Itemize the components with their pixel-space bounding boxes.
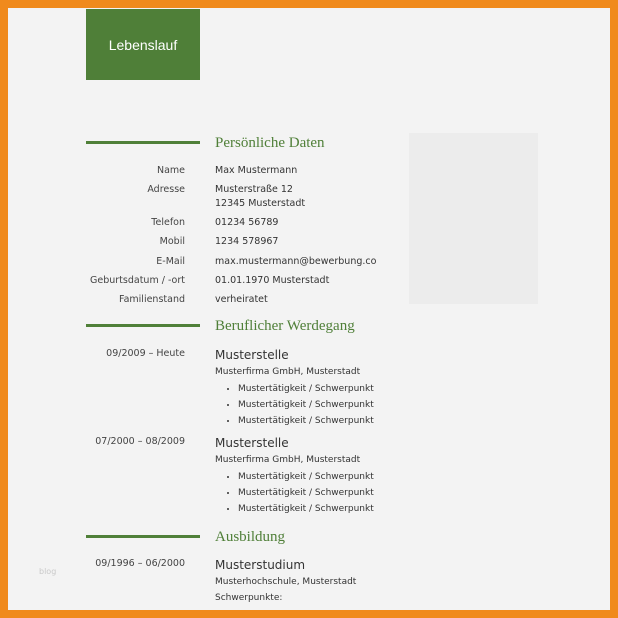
value-birth: 01.01.1970 Musterstadt <box>215 275 330 286</box>
career-position: Musterstelle <box>215 436 289 450</box>
education-date: 09/1996 – 06/2000 <box>95 558 185 569</box>
label-marital-status: Familienstand <box>119 294 185 305</box>
career-company: Musterfirma GmbH, Musterstadt <box>215 455 361 465</box>
list-item: • Mustertätigkeit / Schwerpunkt <box>238 381 374 397</box>
value-address-city: 12345 Musterstadt <box>215 198 306 209</box>
value-marital-status: verheiratet <box>215 294 268 305</box>
education-focus-label: Schwerpunkte: <box>215 593 283 603</box>
career-position: Musterstelle <box>215 348 289 362</box>
label-mobile: Mobil <box>159 236 185 247</box>
label-phone: Telefon <box>151 217 185 228</box>
career-date: 07/2000 – 08/2009 <box>95 436 185 447</box>
label-address: Adresse <box>147 184 185 195</box>
label-email: E-Mail <box>156 256 185 267</box>
list-item: • Mustertätigkeit / Schwerpunkt <box>238 413 374 429</box>
career-tasks-list <box>215 469 374 517</box>
list-item: • Mustertätigkeit / Schwerpunkt <box>238 485 374 501</box>
section-title-career: Beruflicher Werdegang <box>215 318 355 334</box>
education-degree: Musterstudium <box>215 558 306 572</box>
section-divider <box>86 535 200 538</box>
value-email: max.mustermann@bewerbung.co <box>215 256 377 267</box>
career-date: 09/2009 – Heute <box>106 348 185 359</box>
value-name: Max Mustermann <box>215 165 298 176</box>
header-banner <box>86 9 200 80</box>
label-birth: Geburtsdatum / -ort <box>90 275 185 286</box>
value-address-street: Musterstraße 12 <box>215 184 293 195</box>
label-name: Name <box>156 165 185 176</box>
education-school: Musterhochschule, Musterstadt <box>215 577 357 587</box>
career-tasks-list <box>215 381 374 429</box>
list-item: • Mustertätigkeit / Schwerpunkt <box>238 397 374 413</box>
value-mobile: 1234 578967 <box>215 236 279 247</box>
section-title-education: Ausbildung <box>215 529 286 545</box>
document-title: Lebenslauf <box>108 36 178 53</box>
section-divider <box>86 141 200 144</box>
photo-placeholder <box>409 133 538 304</box>
career-company: Musterfirma GmbH, Musterstadt <box>215 367 361 377</box>
list-item: • Mustertätigkeit / Schwerpunkt <box>238 469 374 485</box>
watermark: blog <box>39 567 57 576</box>
section-title-personal: Persönliche Daten <box>215 135 325 151</box>
section-divider <box>86 324 200 327</box>
value-phone: 01234 56789 <box>215 217 279 228</box>
list-item: • Mustertätigkeit / Schwerpunkt <box>238 501 374 517</box>
